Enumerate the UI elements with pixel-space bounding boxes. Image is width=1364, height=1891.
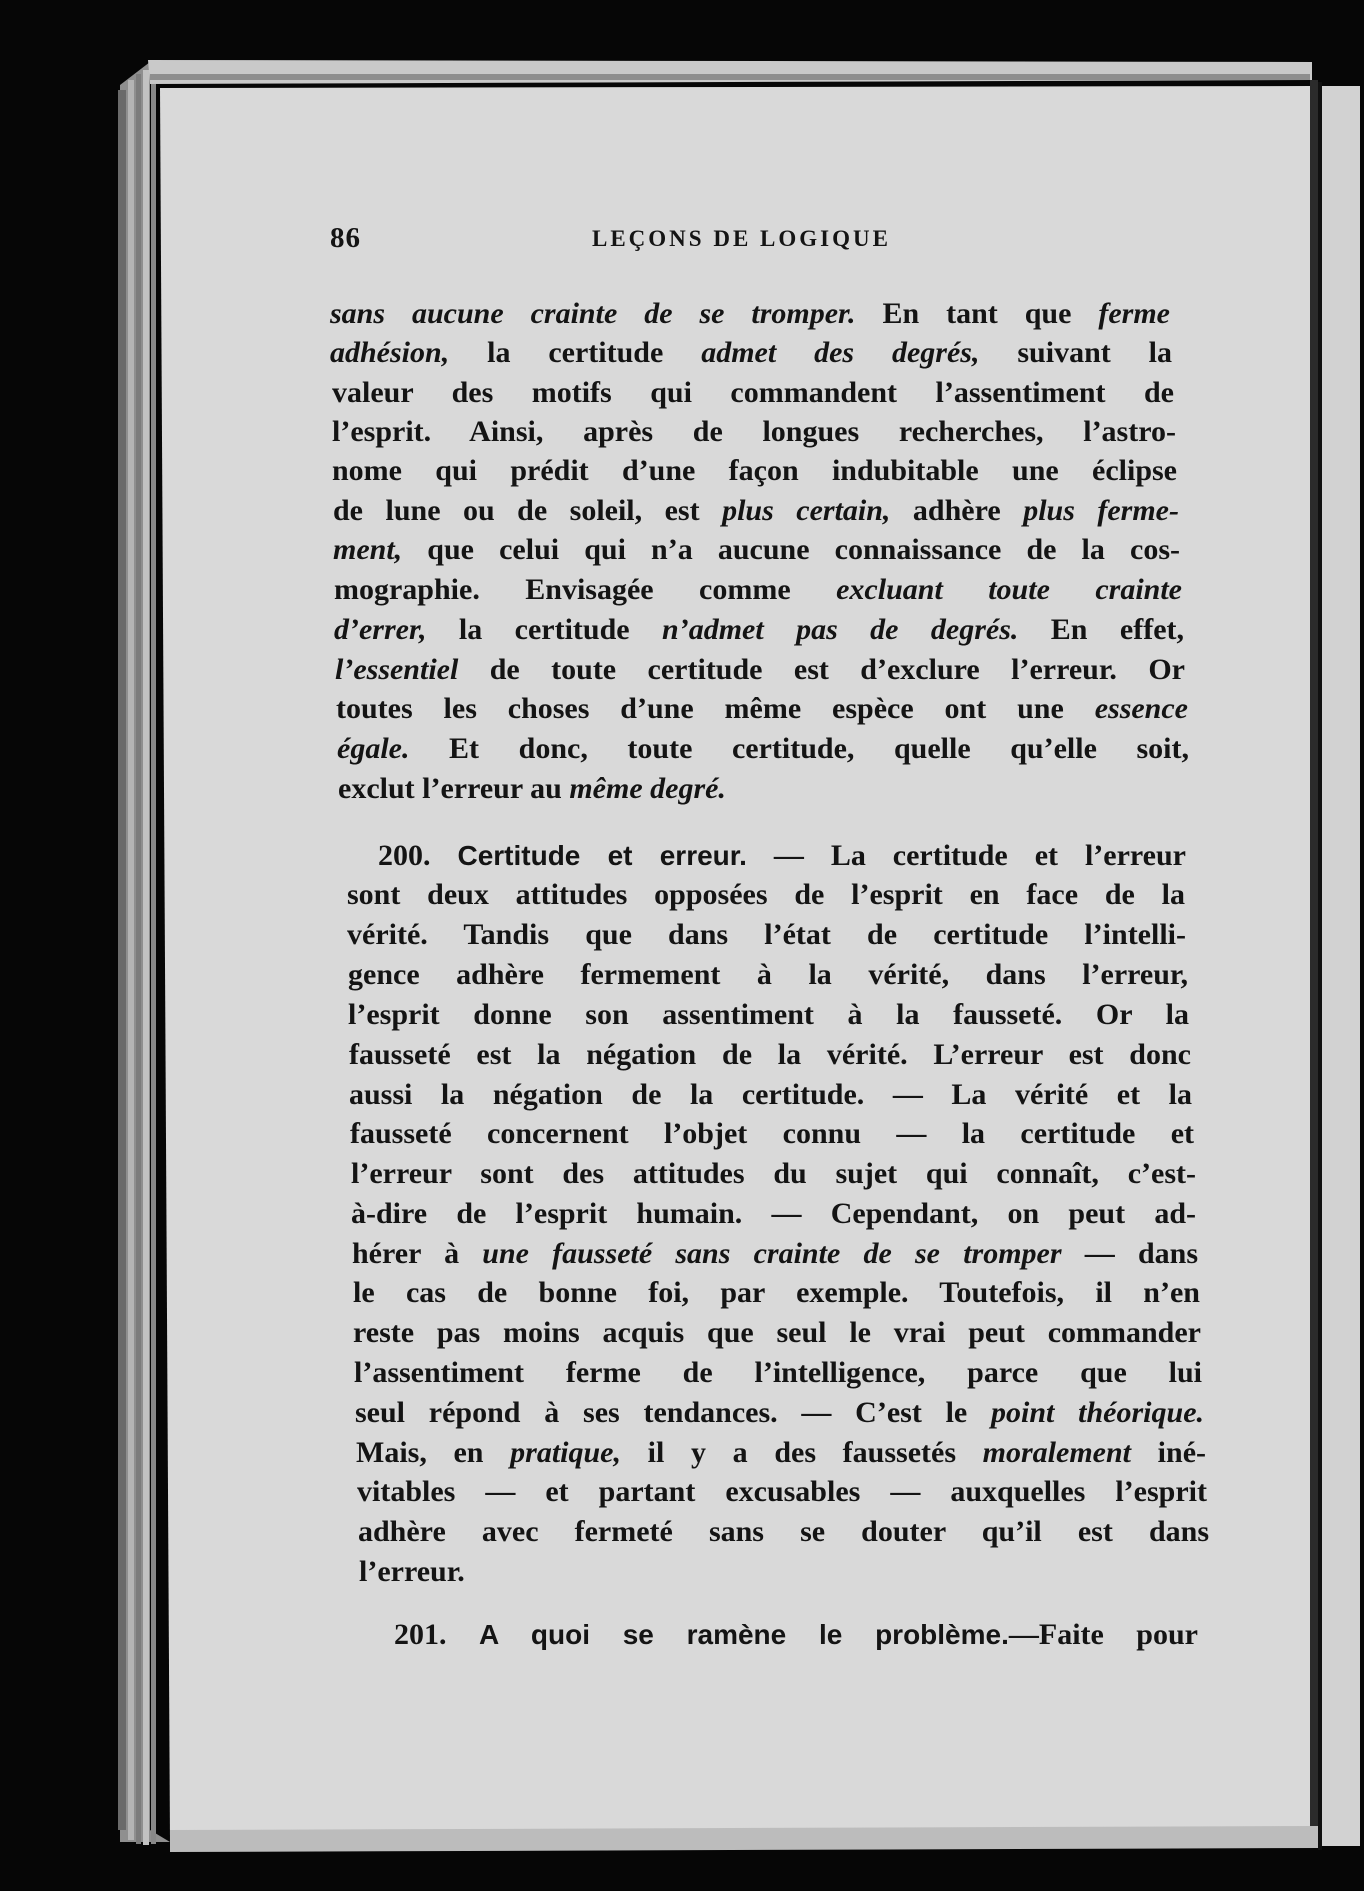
text-line [357, 1473, 1207, 1511]
text-span: la certitude [449, 336, 702, 369]
text-line [354, 1354, 1202, 1392]
text-span: à-dire de l’esprit humain. — Cependant, on peut ad- [351, 1197, 1196, 1230]
italic-span: l’essentiel [335, 653, 459, 686]
text-span: — La certitude et l’erreur [746, 839, 1186, 872]
page-number: 86 [330, 222, 361, 254]
text-span: reste pas moins acquis que seul le vrai peut commander [353, 1316, 1201, 1349]
text-span: — dans [1061, 1237, 1198, 1270]
text-span: nome qui prédit d’une façon indubitable une éclipse [332, 454, 1177, 487]
text-line [335, 651, 1185, 689]
italic-span: d’errer, [334, 613, 427, 646]
text-line [378, 837, 1186, 875]
text-span: adhère avec fermeté sans se douter qu’il est dans [358, 1515, 1209, 1548]
italic-span: pratique, [510, 1436, 622, 1469]
section-heading: Certitude et erreur. [457, 840, 747, 871]
text-span: exclut l’erreur au [338, 772, 570, 805]
italic-span: adhésion, [330, 336, 450, 369]
text-line [358, 1513, 1209, 1551]
text-line [333, 531, 1180, 569]
text-span: que celui qui n’a aucune connaissance de la cos- [402, 533, 1180, 566]
italic-span: ment, [333, 533, 403, 566]
text-line [351, 1195, 1196, 1233]
text-line [336, 690, 1188, 728]
text-line [359, 1553, 465, 1591]
text-span: vitables — et partant excusables — auxquelles l’esprit [357, 1475, 1207, 1508]
text-line [349, 1036, 1191, 1074]
italic-span: plus ferme- [1023, 494, 1179, 527]
running-title: LEÇONS DE LOGIQUE [592, 226, 891, 251]
italic-span: sans aucune crainte de se tromper. [330, 297, 856, 330]
text-line [356, 1434, 1206, 1472]
text-line [352, 1235, 1198, 1273]
text-span: 200. [378, 839, 458, 872]
text-span: il y a des faussetés [621, 1436, 983, 1469]
text-span: gence adhère fermement à la vérité, dans l’erreur, [348, 958, 1188, 991]
text-line [350, 1115, 1194, 1153]
text-span: toutes les choses d’une même espèce ont une [336, 692, 1095, 725]
text-line [355, 1394, 1204, 1432]
text-span: de lune ou de soleil, est [333, 494, 723, 527]
text-span: l’erreur sont des attitudes du sujet qui connaît, c’est- [351, 1157, 1196, 1190]
italic-span: moralement [982, 1436, 1132, 1469]
text-line [351, 1155, 1196, 1193]
text-span: Mais, en [356, 1436, 511, 1469]
text-span: mographie. Envisagée comme [334, 573, 837, 606]
text-line [347, 916, 1186, 954]
text-span: seul répond à ses tendances. — C’est le [355, 1396, 992, 1429]
italic-span: admet des degrés, [701, 336, 980, 369]
text-span: l’esprit donne son assentiment à la fausseté. Or la [348, 998, 1189, 1031]
text-span: valeur des motifs qui commandent l’assentiment de [332, 376, 1174, 409]
italic-span: point théorique. [991, 1396, 1205, 1429]
text-span: vérité. Tandis que dans l’état de certitude l’intelli- [347, 918, 1186, 951]
text-line [332, 452, 1177, 490]
text-span: l’erreur. [359, 1555, 465, 1588]
italic-span: même degré. [569, 772, 726, 805]
text-span: l’assentiment ferme de l’intelligence, parce que lui [354, 1356, 1202, 1389]
italic-span: n’admet pas de degrés. [662, 613, 1019, 646]
text-line [349, 1076, 1192, 1114]
text-span: En tant que [855, 297, 1099, 330]
text-line [330, 334, 1172, 372]
italic-span: ferme [1098, 297, 1170, 330]
text-span: suivant la [979, 336, 1172, 369]
italic-span: plus certain, [722, 494, 891, 527]
text-line [353, 1314, 1201, 1352]
text-span: Et donc, toute certitude, quelle qu’elle soit, [409, 732, 1189, 765]
text-span: l’esprit. Ainsi, après de longues recherches, l’astro- [332, 415, 1176, 448]
text-line [333, 492, 1179, 530]
text-span: adhère [890, 494, 1024, 527]
text-line [334, 611, 1184, 649]
italic-span: essence [1094, 692, 1188, 725]
text-span: En effet, [1018, 613, 1185, 646]
text-line [353, 1274, 1200, 1312]
text-line [337, 730, 1189, 768]
text-line [348, 956, 1188, 994]
section-heading: A quoi se ramène le problème. [478, 1619, 1009, 1650]
text-span: fausseté est la négation de la vérité. L’erreur est donc [349, 1038, 1191, 1071]
text-span: —Faite pour [1008, 1618, 1198, 1651]
text-line [330, 295, 1170, 333]
text-span: hérer à [352, 1237, 483, 1270]
text-span: le cas de bonne foi, par exemple. Toutefois, il n’en [353, 1276, 1200, 1309]
text-line [394, 1616, 1198, 1654]
text-line [347, 876, 1185, 914]
text-line [332, 374, 1174, 412]
text-span: sont deux attitudes opposées de l’esprit en face de la [347, 878, 1185, 911]
text-span: de toute certitude est d’exclure l’erreur. Or [458, 653, 1185, 686]
text-span: 201. [394, 1618, 479, 1651]
text-span: la certitude [426, 613, 663, 646]
text-span: iné- [1131, 1436, 1207, 1469]
italic-span: excluant toute crainte [836, 573, 1182, 606]
text-line [332, 413, 1176, 451]
italic-span: une fausseté sans crainte de se tromper [482, 1237, 1062, 1270]
text-line [338, 770, 726, 808]
text-span: fausseté concernent l’objet connu — la certitude et [350, 1117, 1194, 1150]
text-line [334, 571, 1182, 609]
italic-span: égale. [337, 732, 410, 765]
text-line [348, 996, 1189, 1034]
text-span: aussi la négation de la certitude. — La vérité et la [349, 1078, 1192, 1111]
